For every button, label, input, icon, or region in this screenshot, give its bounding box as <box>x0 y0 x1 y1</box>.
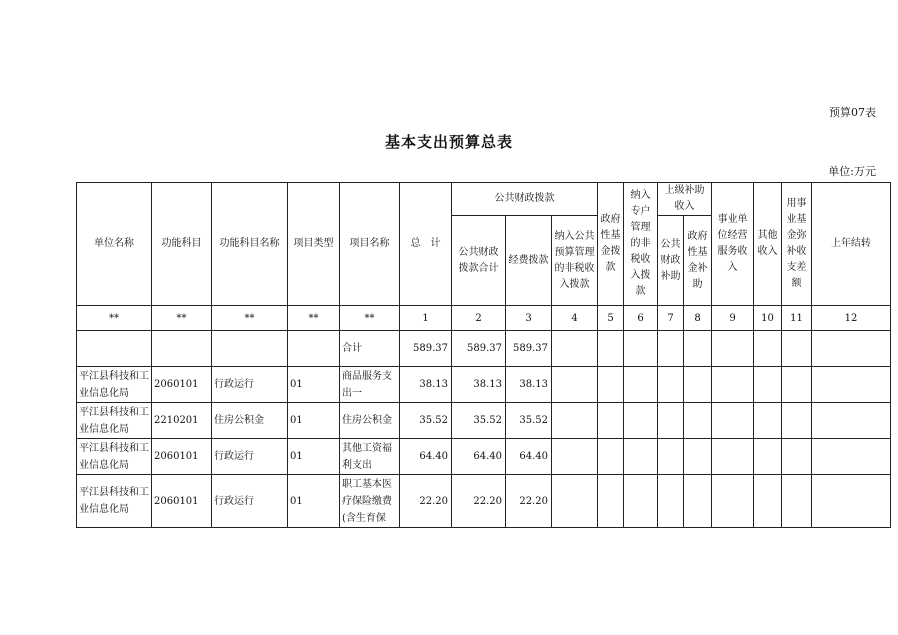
index-cell: 6 <box>624 306 658 331</box>
proj-name-cell: 其他工资福利支出 <box>340 439 400 475</box>
col-total: 总 计 <box>400 183 452 306</box>
proj-type-cell: 01 <box>288 475 340 528</box>
index-cell: ** <box>77 306 152 331</box>
index-cell: ** <box>152 306 212 331</box>
proj-type-cell: 01 <box>288 403 340 439</box>
col-fund-gap: 用事业基金弥补收支差额 <box>782 183 812 306</box>
index-cell: 2 <box>452 306 506 331</box>
pf-total-cell: 38.13 <box>452 367 506 403</box>
total-value: 589.37 <box>400 331 452 367</box>
col-proj-type: 项目类型 <box>288 183 340 306</box>
col-func-code: 功能科目 <box>152 183 212 306</box>
unit-label: 单位:万元 <box>828 165 876 178</box>
pf-total-cell: 22.20 <box>452 475 506 528</box>
col-sup-public: 公共财政补助 <box>658 216 684 306</box>
index-cell: 3 <box>506 306 552 331</box>
page-title: 基本支出预算总表 <box>384 133 513 151</box>
proj-type-cell: 01 <box>288 367 340 403</box>
proj-type-cell: 01 <box>288 439 340 475</box>
proj-name-cell: 职工基本医疗保险缴费(含生育保 <box>340 475 400 528</box>
func-code-cell: 2210201 <box>152 403 212 439</box>
func-code-cell: 2060101 <box>152 367 212 403</box>
proj-name-cell: 住房公积金 <box>340 403 400 439</box>
func-name-cell: 行政运行 <box>212 367 288 403</box>
index-cell: 10 <box>754 306 782 331</box>
index-cell: 11 <box>782 306 812 331</box>
col-gov-fund: 政府性基金拨款 <box>598 183 624 306</box>
pf-total-cell: 64.40 <box>452 439 506 475</box>
func-name-cell: 行政运行 <box>212 439 288 475</box>
col-pf-total: 公共财政拨款合计 <box>452 216 506 306</box>
table-row <box>77 403 891 439</box>
col-superior: 上级补助收入 <box>658 183 712 216</box>
col-business: 事业单位经营服务收入 <box>712 183 754 306</box>
col-public-finance: 公共财政拨款 <box>452 183 598 216</box>
func-name-cell: 行政运行 <box>212 475 288 528</box>
col-unit-name: 单位名称 <box>77 183 152 306</box>
col-pf-nontax: 纳入公共预算管理的非税收入拨款 <box>552 216 598 306</box>
index-cell: ** <box>340 306 400 331</box>
total-pf-expense: 589.37 <box>506 331 552 367</box>
func-name-cell: 住房公积金 <box>212 403 288 439</box>
index-cell: 12 <box>812 306 891 331</box>
col-proj-name: 项目名称 <box>340 183 400 306</box>
col-other: 其他收入 <box>754 183 782 306</box>
pf-expense-cell: 64.40 <box>506 439 552 475</box>
unit-name-cell: 平江县科技和工业信息化局 <box>77 439 152 475</box>
form-number: 预算07表 <box>829 106 876 119</box>
index-row <box>77 306 891 331</box>
index-cell: 1 <box>400 306 452 331</box>
col-func-name: 功能科目名称 <box>212 183 288 306</box>
pf-total-cell: 35.52 <box>452 403 506 439</box>
index-cell: 7 <box>658 306 684 331</box>
total-cell: 38.13 <box>400 367 452 403</box>
pf-expense-cell: 35.52 <box>506 403 552 439</box>
unit-name-cell: 平江县科技和工业信息化局 <box>77 475 152 528</box>
unit-name-cell: 平江县科技和工业信息化局 <box>77 403 152 439</box>
total-cell: 64.40 <box>400 439 452 475</box>
pf-expense-cell: 22.20 <box>506 475 552 528</box>
col-sup-gov: 政府性基金补助 <box>684 216 712 306</box>
total-pf-total: 589.37 <box>452 331 506 367</box>
table-row <box>77 367 891 403</box>
table-row <box>77 475 891 528</box>
total-label: 合计 <box>340 331 400 367</box>
index-cell: ** <box>212 306 288 331</box>
index-cell: ** <box>288 306 340 331</box>
func-code-cell: 2060101 <box>152 475 212 528</box>
index-cell: 8 <box>684 306 712 331</box>
index-cell: 5 <box>598 306 624 331</box>
col-pf-expense: 经费拨款 <box>506 216 552 306</box>
total-row <box>77 331 891 367</box>
index-cell: 9 <box>712 306 754 331</box>
unit-name-cell: 平江县科技和工业信息化局 <box>77 367 152 403</box>
pf-expense-cell: 38.13 <box>506 367 552 403</box>
col-special-nontax: 纳入专户管理的非税收入拨款 <box>624 183 658 306</box>
total-cell: 22.20 <box>400 475 452 528</box>
total-cell: 35.52 <box>400 403 452 439</box>
proj-name-cell: 商品服务支出一 <box>340 367 400 403</box>
table-row <box>77 439 891 475</box>
func-code-cell: 2060101 <box>152 439 212 475</box>
budget-table <box>76 182 891 528</box>
index-cell: 4 <box>552 306 598 331</box>
col-carryover: 上年结转 <box>812 183 891 306</box>
